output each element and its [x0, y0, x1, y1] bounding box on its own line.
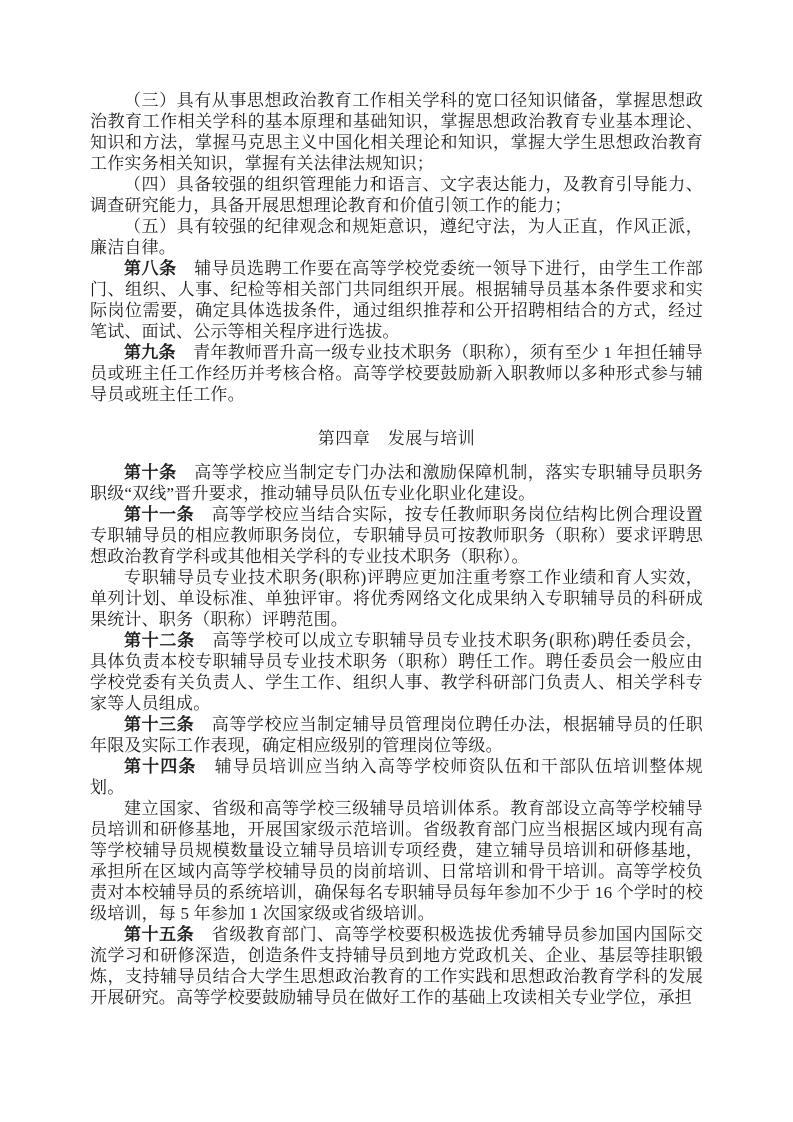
article-label-separator	[176, 343, 193, 362]
article-number: 第十五条	[124, 925, 195, 944]
body-paragraph: （五）具有较强的纪律观念和规矩意识，遵纪守法，为人正直，作风正派，廉洁自律。	[90, 217, 703, 257]
chapter-heading: 第四章 发展与培训	[317, 429, 476, 448]
article-label-separator	[194, 505, 212, 524]
article-label-separator	[194, 925, 212, 944]
body-paragraph: （四）具备较强的组织管理能力和语言、文字表达能力，及教育引导能力、调查研究能力，具备开展思想理论教育和价值引领工作的能力；	[90, 175, 703, 215]
article-text: 辅导员选聘工作要在高等学校党委统一领导下进行，由学生工作部门、组织、人事、纪检等相关部门共同组织开展。根据辅导员基本条件要求和实际岗位需要，确定具体选拔条件，通过组织推荐和公开招聘相结合的方式，经过笔试、面试、公示等相关程序进行选拔。	[90, 259, 703, 341]
article-text: 高等学校应当制定专门办法和激励保障机制，落实专职辅导员职务职级“双线”晋升要求，推动辅导员队伍专业化职业化建设。	[90, 463, 703, 503]
article-label-separator	[194, 715, 212, 734]
article-number: 第十三条	[124, 715, 195, 734]
article-paragraph	[90, 714, 703, 756]
article-paragraph	[90, 504, 703, 567]
body-paragraph: 专职辅导员专业技术职务(职称)评聘应更加注重考察工作业绩和育人实效，单列计划、单设标准、单独评审。将优秀网络文化成果纳入专职辅导员的科研成果统计、职务（职称）评聘范围。	[90, 568, 703, 629]
article-number: 第八条	[124, 259, 177, 278]
article-text: 青年教师晋升高一级专业技术职务（职称），须有至少 1 年担任辅导员或班主任工作经历并考核合格。高等学校要鼓励新入职教师以多种形式参与辅导员或班主任工作。	[90, 343, 704, 404]
article-paragraph	[90, 924, 703, 1008]
article-label-separator	[177, 259, 195, 278]
article-text: 辅导员培训应当纳入高等学校师资队伍和干部队伍培训整体规划。	[90, 757, 703, 797]
body-paragraph: 建立国家、省级和高等学校三级辅导员培训体系。教育部设立高等学校辅导员培训和研修基地，开展国家级示范培训。省级教育部门应当根据区域内现有高等学校辅导员规模数量设立辅导员培训专项经费，建立辅导员培训和研修基地，承担所在区域内高等学校辅导员的岗前培训、日常培训和骨干培训。高等学校负责对本校辅导员的系统培训，确保每名专职辅导员每年参加不少于 16 个学时的校级培训，每 5 年参加 1 次国家级或省级培训。	[90, 799, 703, 923]
article-number: 第十条	[124, 463, 177, 482]
article-number: 第十一条	[124, 505, 195, 524]
article-number: 第十二条	[124, 631, 195, 650]
body-paragraph: （三）具有从事思想政治教育工作相关学科的宽口径知识储备，掌握思想政治教育工作相关学科的基本原理和基础知识，掌握思想政治教育专业基本理论、知识和方法，掌握马克思主义中国化相关理论和知识，掌握大学生思想政治教育工作实务相关知识，掌握有关法律法规知识；	[90, 91, 703, 173]
article-label-separator	[177, 463, 195, 482]
article-number: 第十四条	[124, 757, 197, 776]
article-paragraph	[90, 630, 703, 714]
document-body	[90, 90, 703, 1008]
article-text: 高等学校应当制定辅导员管理岗位聘任办法，根据辅导员的任职年限及实际工作表现，确定相应级别的管理岗位等级。	[90, 715, 703, 755]
article-text: 省级教育部门、高等学校要积极选拔优秀辅导员参加国内国际交流学习和研修深造，创造条件支持辅导员到地方党政机关、企业、基层等挂职锻炼，支持辅导员结合大学生思想政治教育的工作实践和思想政治教育学科的发展开展研究。高等学校要鼓励辅导员在做好工作的基础上攻读相关专业学位，承担	[90, 925, 703, 1007]
article-text: 高等学校可以成立专职辅导员专业技术职务(职称)聘任委员会，具体负责本校专职辅导员专业技术职务（职称）聘任工作。聘任委员会一般应由学校党委有关负责人、学生工作、组织人事、教学科研部门负责人、相关学科专家等人员组成。	[90, 631, 703, 713]
article-paragraph	[90, 756, 703, 798]
article-text: 高等学校应当结合实际，按专任教师职务岗位结构比例合理设置专职辅导员的相应教师职务岗位，专职辅导员可按教师职务（职称）要求评聘思想政治教育学科或其他相关学科的专业技术职务（职称）。	[90, 505, 703, 566]
article-paragraph	[90, 258, 703, 342]
article-paragraph	[90, 462, 703, 504]
article-label-separator	[195, 631, 213, 650]
article-paragraph	[90, 342, 703, 405]
article-number: 第九条	[124, 343, 176, 362]
article-label-separator	[197, 757, 215, 776]
